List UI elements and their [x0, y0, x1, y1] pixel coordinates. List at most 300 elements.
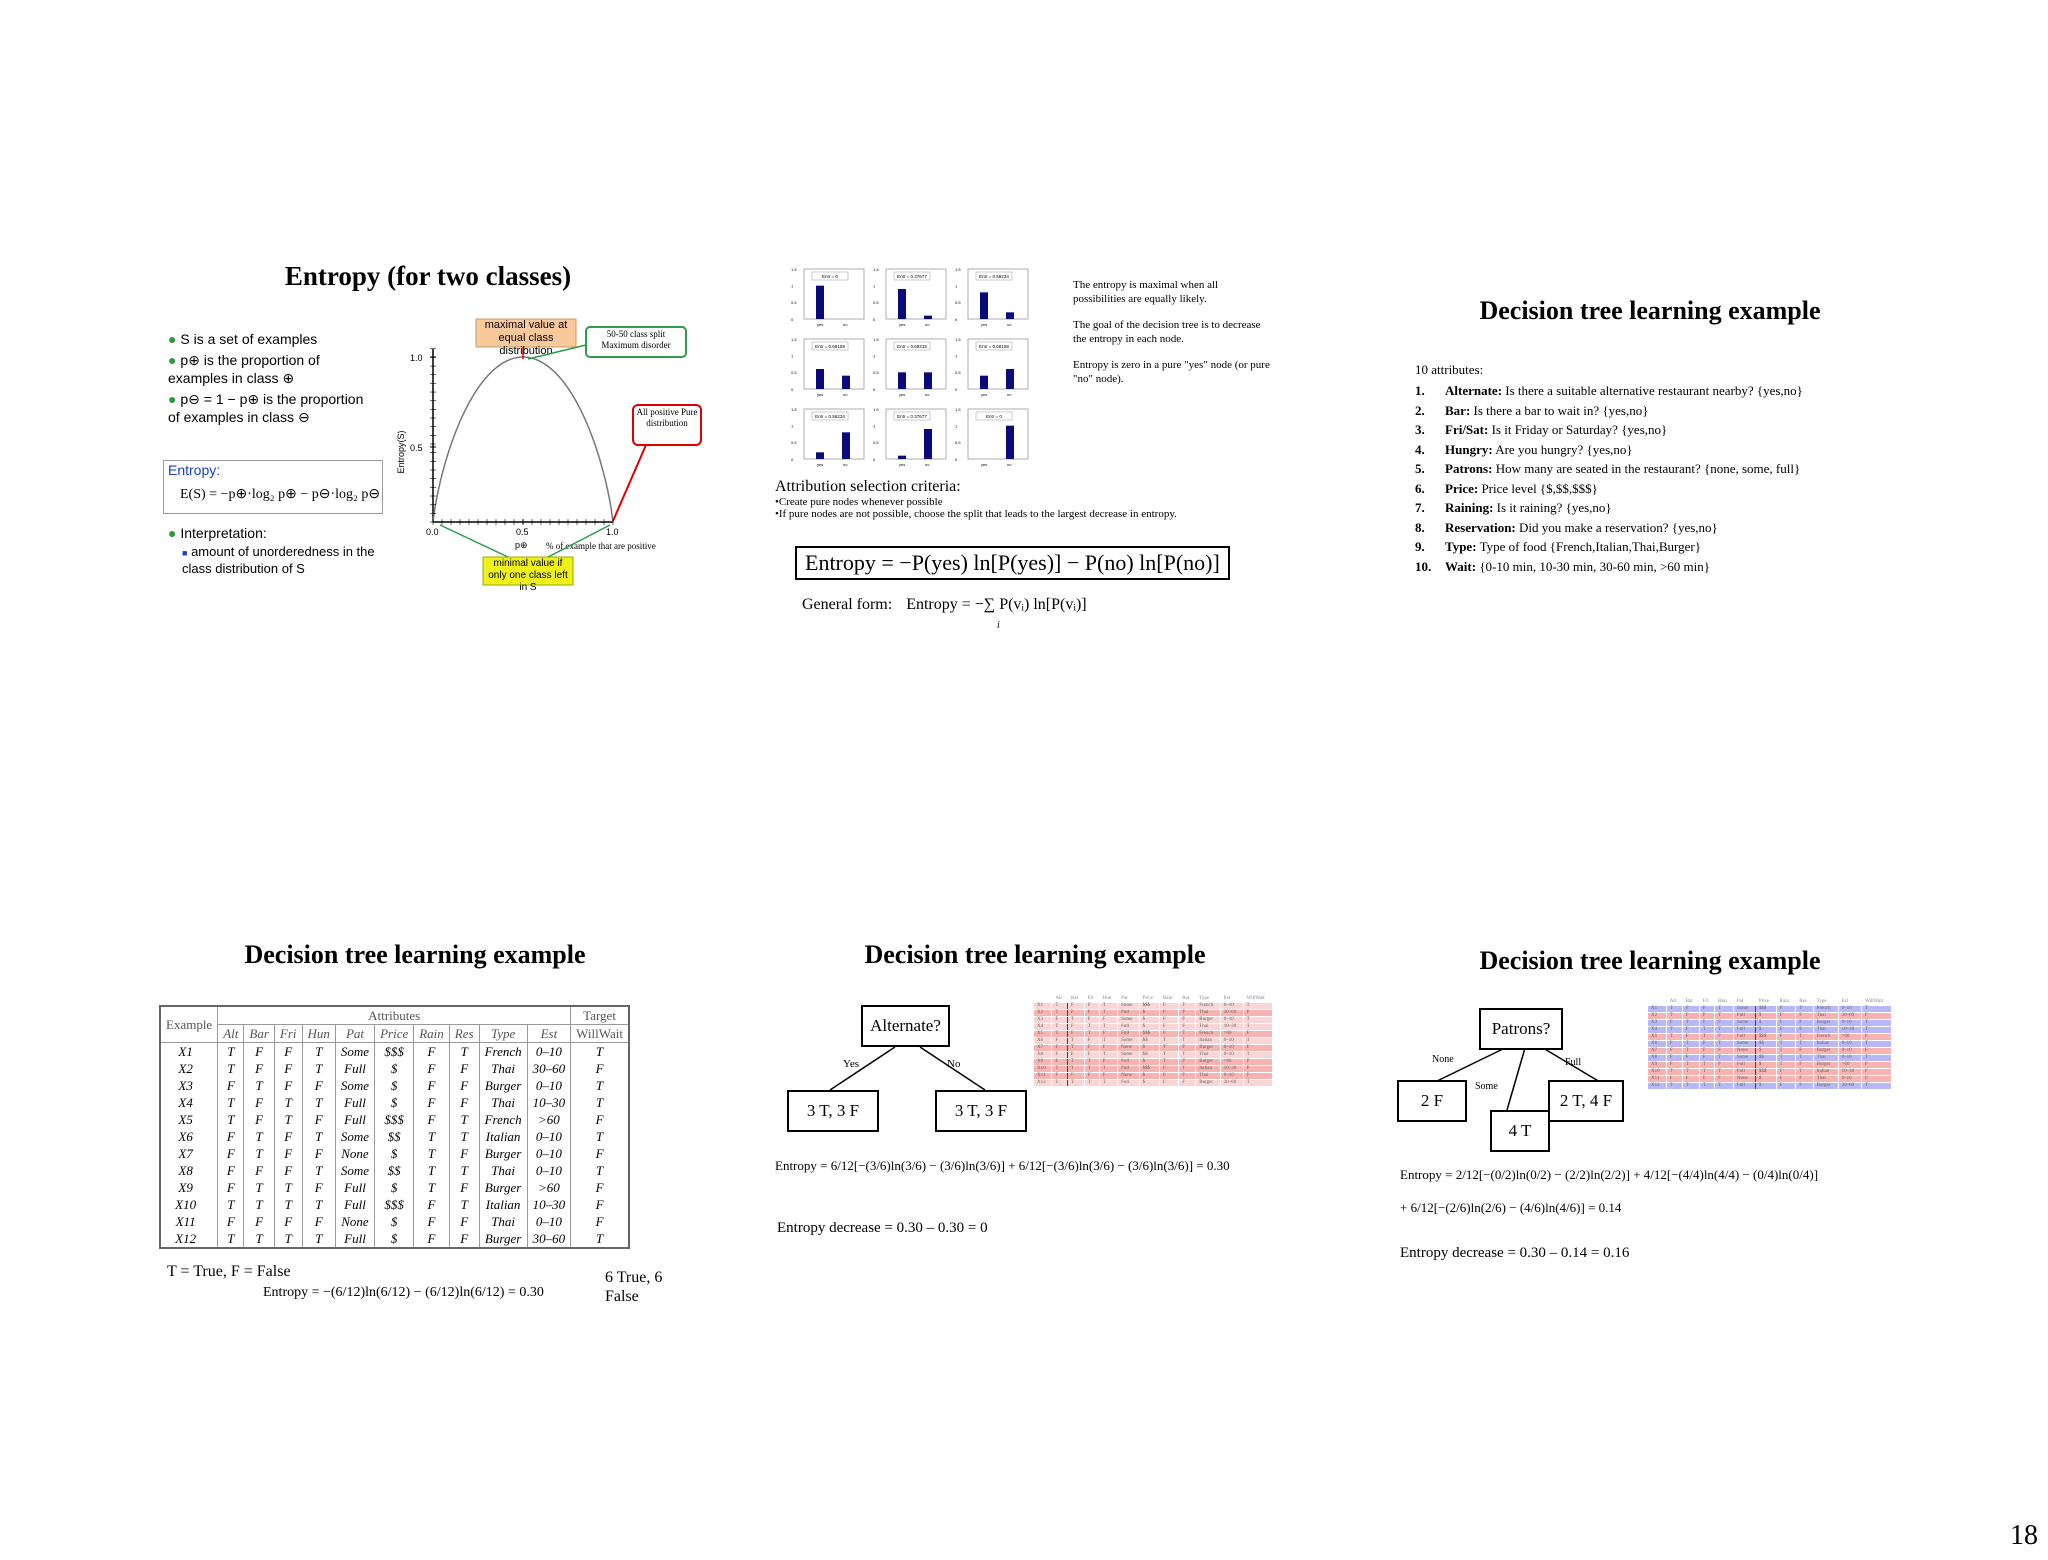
- table-cell: T: [571, 1162, 629, 1179]
- thumbnail-cell: F: [1052, 1045, 1068, 1052]
- thumbnail-cell: >60: [1838, 1034, 1861, 1041]
- thumbnail-header-cell: Hun: [1099, 996, 1117, 1003]
- thumbnail-cell: T: [1666, 1069, 1682, 1076]
- thumbnail-cell: F: [1715, 1020, 1734, 1027]
- thumbnail-cell: T: [1715, 1055, 1734, 1062]
- thumbnail-row: [1034, 1031, 1273, 1038]
- thumbnail-cell: Some: [1733, 1055, 1755, 1062]
- interp-label: Interpretation:: [180, 525, 267, 541]
- mini-chart-title: Entr = 0.37677: [897, 274, 927, 279]
- note-text: The goal of the decision tree is to decrease the entropy in each node.: [1073, 319, 1261, 345]
- thumbnail-cell: X1: [1034, 1003, 1052, 1010]
- table-cell: F: [414, 1213, 450, 1230]
- column-header: Bar: [244, 1025, 275, 1043]
- entropy-equation-cont: + 6/12[−(2/6)ln(2/6) − (4/6)ln(4/6)] = 0.14: [1400, 1200, 1622, 1215]
- bar-no: [1006, 312, 1014, 319]
- thumbnail-cell: $$: [1139, 1038, 1159, 1045]
- table-cell: T: [414, 1162, 450, 1179]
- thumbnail-cell: F: [1666, 1048, 1682, 1055]
- thumbnail-cell: T: [1159, 1059, 1178, 1066]
- attribute-name: Raining:: [1445, 500, 1494, 515]
- thumbnail-cell: Some: [1118, 1003, 1140, 1010]
- thumbnail-header-cell: Fri: [1084, 996, 1099, 1003]
- thumbnail-header-cell: [1034, 996, 1052, 1003]
- thumbnail-cell: Thai: [1196, 1073, 1221, 1080]
- mini-chart-title: Entr = 0.56234: [815, 414, 845, 419]
- table-cell: F: [414, 1077, 450, 1094]
- thumbnail-cell: T: [1666, 1027, 1682, 1034]
- table-cell: Full: [335, 1094, 374, 1111]
- table-cell: F: [449, 1230, 479, 1248]
- thumbnail-cell: Burger: [1196, 1017, 1221, 1024]
- slide-patrons-split: [1395, 940, 1905, 1320]
- thumbnail-cell: F: [1699, 1048, 1714, 1055]
- thumbnail-cell: Full: [1733, 1062, 1755, 1069]
- thumbnail-cell: Italian: [1813, 1069, 1838, 1076]
- table-cell: Full: [335, 1111, 374, 1128]
- attribute-item: [1415, 381, 1895, 401]
- mini-y-tick: 0: [873, 456, 876, 462]
- notes: [1073, 278, 1273, 386]
- mini-x-tick: no: [843, 392, 848, 397]
- mini-y-tick: 1: [791, 353, 794, 359]
- table-cell: F: [244, 1043, 275, 1061]
- thumbnail-cell: F: [1084, 1045, 1099, 1052]
- thumbnail-cell: 0–10: [1220, 1052, 1243, 1059]
- thumbnail-cell: F: [1084, 1003, 1099, 1010]
- callout-min: minimal value if only one class left in S: [488, 558, 568, 593]
- table-body: [160, 1043, 629, 1249]
- table-cell: Some: [335, 1162, 374, 1179]
- thumbnail-header-row: [1034, 996, 1273, 1003]
- column-header: Res: [449, 1025, 479, 1043]
- thumbnail-cell: T: [1243, 1003, 1272, 1010]
- mini-x-tick: yes: [899, 392, 906, 397]
- bar-yes: [816, 286, 824, 319]
- thumbnail-cell: French: [1813, 1006, 1838, 1013]
- thumbnail-cell: T: [1796, 1041, 1813, 1048]
- mini-chart-title: Entr = 0: [986, 414, 1002, 419]
- attribute-name: Reservation:: [1445, 519, 1516, 535]
- mini-x-tick: yes: [817, 462, 824, 467]
- mini-bar-chart: [872, 265, 950, 331]
- thumbnail-cell: >60: [1220, 1031, 1243, 1038]
- slide-entropy-two-classes: [148, 255, 708, 595]
- x-axis-label: % of example that are positive: [546, 541, 656, 551]
- thumbnail-cell: Thai: [1196, 1010, 1221, 1017]
- table-row: [160, 1094, 629, 1111]
- thumbnail-cell: T: [1776, 1055, 1796, 1062]
- thumbnail-cell: F: [1099, 1059, 1117, 1066]
- chart-axes: [430, 349, 613, 525]
- thumbnail-cell: F: [1776, 1013, 1796, 1020]
- edge-yes: [830, 1047, 895, 1090]
- thumbnail-cell: T: [1861, 1083, 1891, 1090]
- mini-y-tick: 0: [955, 386, 958, 392]
- thumbnail-cell: F: [1052, 1017, 1068, 1024]
- mini-x-tick: yes: [981, 322, 988, 327]
- table-cell: F: [244, 1111, 275, 1128]
- row-label: X10: [160, 1196, 218, 1213]
- page-number: 18: [2010, 1520, 2038, 1551]
- thumbnail-cell: Thai: [1196, 1052, 1221, 1059]
- thumbnail-cell: T: [1052, 1080, 1068, 1087]
- table-cell: $$$: [375, 1043, 414, 1061]
- thumbnail-cell: Thai: [1813, 1013, 1838, 1020]
- bar-yes: [898, 456, 906, 459]
- thumbnail-cell: $$$: [1139, 1066, 1159, 1073]
- table-cell: T: [274, 1111, 302, 1128]
- thumbnail-header-cell: Type: [1196, 996, 1221, 1003]
- thumbnail-cell: $$: [1755, 1055, 1776, 1062]
- thumbnail-cell: $: [1755, 1020, 1776, 1027]
- mini-y-tick: 1: [873, 353, 876, 359]
- thumbnail-cell: T: [1699, 1027, 1714, 1034]
- edge-label-no: No: [947, 1058, 961, 1070]
- mini-x-tick: no: [1007, 322, 1012, 327]
- mini-y-tick: 1.5: [955, 337, 961, 342]
- mini-y-tick: 0.5: [791, 440, 797, 446]
- table-cell: $$: [375, 1128, 414, 1145]
- table-row: [160, 1213, 629, 1230]
- thumbnail-cell: F: [1699, 1020, 1714, 1027]
- thumbnail-cell: 0–10: [1838, 1020, 1861, 1027]
- bar-yes: [980, 292, 988, 319]
- table-cell: Some: [335, 1043, 374, 1061]
- attribute-desc: Is it raining? {yes,no}: [1496, 500, 1612, 515]
- table-cell: >60: [527, 1111, 571, 1128]
- general-formula: Entropy = −∑ P(vᵢ) ln[P(vᵢ)]: [906, 596, 1087, 613]
- table-cell: T: [449, 1196, 479, 1213]
- table-cell: 10–30: [527, 1196, 571, 1213]
- thumbnail-cell: T: [1179, 1003, 1196, 1010]
- table-cell: T: [414, 1145, 450, 1162]
- thumbnail-cell: F: [1682, 1055, 1699, 1062]
- thumbnail-cell: T: [1682, 1020, 1699, 1027]
- thumbnail-cell: F: [1776, 1069, 1796, 1076]
- thumbnail-cell: F: [1243, 1066, 1272, 1073]
- thumbnail-cell: X3: [1648, 1020, 1667, 1027]
- mini-x-tick: no: [1007, 392, 1012, 397]
- table-cell: 0–10: [527, 1128, 571, 1145]
- slide-title: Decision tree learning example: [864, 940, 1206, 969]
- thumbnail-cell: X5: [1034, 1031, 1052, 1038]
- thumbnail-cell: French: [1196, 1003, 1221, 1010]
- mini-y-tick: 0: [955, 456, 958, 462]
- thumbnail-cell: F: [1159, 1073, 1178, 1080]
- thumbnail-cell: F: [1159, 1024, 1178, 1031]
- attribute-desc: Is there a suitable alternative restaurant nearby? {yes,no}: [1505, 383, 1803, 398]
- mini-y-tick: 1: [955, 423, 958, 429]
- attribute-item: [1415, 420, 1895, 440]
- attribute-item: [1415, 518, 1895, 538]
- thumbnail-cell: T: [1861, 1020, 1891, 1027]
- table-cell: F: [274, 1213, 302, 1230]
- column-header-row: [160, 1025, 629, 1043]
- attribute-desc: Is it Friday or Saturday? {yes,no}: [1491, 422, 1668, 437]
- thumbnail-cell: Full: [1733, 1034, 1755, 1041]
- attribute-item: [1415, 440, 1895, 460]
- thumbnail-cell: T: [1099, 1038, 1117, 1045]
- mini-y-tick: 0: [791, 316, 794, 322]
- thumbnail-cell: F: [1068, 1031, 1085, 1038]
- table-cell: F: [274, 1043, 302, 1061]
- table-cell: T: [218, 1043, 244, 1061]
- table-cell: 30–60: [527, 1060, 571, 1077]
- thumbnail-cell: X7: [1648, 1048, 1667, 1055]
- attribute-desc: Type of food {French,Italian,Thai,Burger}: [1479, 539, 1701, 554]
- mini-bar-chart: [954, 335, 1032, 401]
- thumbnail-cell: None: [1118, 1045, 1140, 1052]
- table-cell: T: [244, 1128, 275, 1145]
- thumbnail-table: [1647, 998, 1892, 1090]
- table-cell: 0–10: [527, 1213, 571, 1230]
- thumbnail-cell: T: [1682, 1041, 1699, 1048]
- table-cell: T: [449, 1111, 479, 1128]
- criteria-title: Attribution selection criteria:: [775, 478, 961, 495]
- thumbnail-cell: F: [1099, 1031, 1117, 1038]
- thumbnail-cell: F: [1666, 1076, 1682, 1083]
- thumbnail-cell: $: [1139, 1080, 1159, 1087]
- thumbnail-cell: Burger: [1196, 1059, 1221, 1066]
- thumbnail-cell: T: [1243, 1024, 1272, 1031]
- leaf-some: 4 T: [1490, 1110, 1550, 1152]
- table-cell: >60: [527, 1179, 571, 1196]
- thumbnail-cell: F: [1699, 1055, 1714, 1062]
- column-header: Hun: [302, 1025, 335, 1043]
- entropy-equation: Entropy = −(6/12)ln(6/12) − (6/12)ln(6/12) = 0.30: [263, 1285, 544, 1300]
- thumbnail-cell: T: [1666, 1083, 1682, 1090]
- thumbnail-cell: T: [1715, 1069, 1734, 1076]
- mini-y-tick: 1.5: [873, 337, 879, 342]
- thumbnail-cell: T: [1243, 1080, 1272, 1087]
- thumbnail-cell: $: [1139, 1017, 1159, 1024]
- thumbnail-cell: F: [1715, 1034, 1734, 1041]
- mini-x-tick: yes: [981, 392, 988, 397]
- thumbnail-cell: T: [1179, 1031, 1196, 1038]
- x-tick-label: 0.5: [516, 527, 529, 537]
- thumbnail-cell: T: [1084, 1024, 1099, 1031]
- thumbnail-cell: T: [1099, 1024, 1117, 1031]
- table-cell: F: [274, 1128, 302, 1145]
- thumbnail-cell: F: [1682, 1006, 1699, 1013]
- row-label: X3: [160, 1077, 218, 1094]
- thumbnail-cell: F: [1666, 1062, 1682, 1069]
- mini-y-tick: 1: [955, 283, 958, 289]
- thumbnail-header-cell: Bar: [1068, 996, 1085, 1003]
- bullet-text: p⊕ is the proportion of examples in class ⊕: [168, 352, 320, 386]
- table-cell: T: [571, 1128, 629, 1145]
- thumbnail-row: [1648, 1013, 1892, 1020]
- mini-x-tick: yes: [817, 322, 824, 327]
- table-cell: $: [375, 1179, 414, 1196]
- thumbnail-cell: F: [1068, 1024, 1085, 1031]
- thumbnail-cell: X1: [1648, 1006, 1667, 1013]
- mini-y-tick: 0: [791, 386, 794, 392]
- attribute-name: Fri/Sat:: [1445, 422, 1489, 437]
- attribute-num: 3.: [1415, 422, 1425, 437]
- thumbnail-cell: T: [1796, 1006, 1813, 1013]
- thumbnail-header-cell: Type: [1813, 999, 1838, 1006]
- table-cell: T: [302, 1230, 335, 1248]
- table-cell: F: [571, 1213, 629, 1230]
- mini-x-tick: yes: [899, 462, 906, 467]
- table-row: [160, 1162, 629, 1179]
- thumbnail-cell: French: [1813, 1034, 1838, 1041]
- thumbnail-cell: T: [1084, 1031, 1099, 1038]
- note-text: Entropy is zero in a pure "yes" node (or pure "no" node).: [1073, 359, 1270, 385]
- table-cell: Some: [335, 1077, 374, 1094]
- mini-y-tick: 1: [791, 423, 794, 429]
- thumbnail-cell: Burger: [1813, 1062, 1838, 1069]
- table-row: [160, 1128, 629, 1145]
- thumbnail-cell: Thai: [1813, 1076, 1838, 1083]
- mini-chart-title: Entr = 0.56234: [979, 274, 1009, 279]
- mini-y-tick: 0.5: [791, 370, 797, 376]
- mini-y-tick: 0: [873, 386, 876, 392]
- table-row: [160, 1230, 629, 1248]
- thumbnail-cell: F: [1179, 1073, 1196, 1080]
- entropy-equation: Entropy = 6/12[−(3/6)ln(3/6) − (3/6)ln(3/6)] + 6/12[−(3/6)ln(3/6) − (3/6)ln(3/6)] = 0.30: [775, 1158, 1230, 1173]
- thumbnail-cell: F: [1776, 1034, 1796, 1041]
- table-cell: T: [302, 1094, 335, 1111]
- thumbnail-cell: F: [1159, 1080, 1178, 1087]
- thumbnail-row: [1648, 1062, 1892, 1069]
- bar-no: [924, 316, 932, 319]
- mini-bar-chart: [872, 405, 950, 471]
- thumbnail-cell: T: [1052, 1066, 1068, 1073]
- thumbnail-cell: T: [1715, 1013, 1734, 1020]
- interpretation: ● Interpretation: ■ amount of unorderedness in the class distribution of S: [168, 525, 375, 576]
- table-cell: Burger: [479, 1145, 527, 1162]
- table-cell: T: [244, 1145, 275, 1162]
- entropy-curve-chart: [388, 317, 708, 592]
- leaf-no: 3 T, 3 F: [935, 1090, 1027, 1132]
- thumbnail-header-cell: Bar: [1682, 999, 1699, 1006]
- table-cell: F: [449, 1077, 479, 1094]
- thumbnail-cell: F: [1068, 1052, 1085, 1059]
- thumbnail-cell: F: [1084, 1052, 1099, 1059]
- thumbnail-cell: X8: [1034, 1052, 1052, 1059]
- thumbnail-cell: F: [1861, 1069, 1891, 1076]
- table-cell: Thai: [479, 1213, 527, 1230]
- row-label: X4: [160, 1094, 218, 1111]
- thumbnail-row: [1034, 1010, 1273, 1017]
- entropy-equation: Entropy = 2/12[−(0/2)ln(0/2) − (2/2)ln(2/2)] + 4/12[−(4/4)ln(4/4) − (0/4)ln(0/4)]: [1400, 1167, 1819, 1182]
- table-cell: T: [302, 1196, 335, 1213]
- bullet-item: ● p⊖ = 1 − p⊕ is the proportion of examples in class ⊖: [168, 391, 364, 425]
- bullet-text: p⊖ = 1 − p⊕ is the proportion of examples in class ⊖: [168, 391, 364, 425]
- thumbnail-row: [1648, 1041, 1892, 1048]
- thumbnail-cell: T: [1068, 1045, 1085, 1052]
- slide-title: Decision tree learning example: [244, 940, 586, 969]
- thumbnail-cell: $$$: [1755, 1034, 1776, 1041]
- thumbnail-cell: T: [1179, 1052, 1196, 1059]
- thumbnail-cell: 0–10: [1838, 1076, 1861, 1083]
- thumbnail-cell: T: [1243, 1017, 1272, 1024]
- table-cell: $: [375, 1213, 414, 1230]
- thumbnail-cell: F: [1179, 1045, 1196, 1052]
- table-cell: Thai: [479, 1094, 527, 1111]
- thumbnail-row: [1034, 1003, 1273, 1010]
- table-cell: Italian: [479, 1196, 527, 1213]
- thumbnail-cell: T: [1715, 1041, 1734, 1048]
- thumbnail-cell: T: [1699, 1034, 1714, 1041]
- thumbnail-cell: Burger: [1813, 1048, 1838, 1055]
- table-cell: F: [414, 1111, 450, 1128]
- thumbnail-cell: French: [1196, 1031, 1221, 1038]
- mini-y-tick: 1: [955, 353, 958, 359]
- example-header: Example: [160, 1006, 218, 1043]
- thumbnail-cell: $$$: [1139, 1031, 1159, 1038]
- thumbnail-cell: T: [1861, 1055, 1891, 1062]
- attribute-item: [1415, 498, 1895, 518]
- thumbnail-cell: 0–10: [1220, 1003, 1243, 1010]
- attribute-num: 10.: [1415, 558, 1432, 574]
- thumbnail-cell: T: [1796, 1055, 1813, 1062]
- thumbnail-cell: Full: [1118, 1010, 1140, 1017]
- thumbnail-cell: $$$: [1755, 1006, 1776, 1013]
- table-cell: Full: [335, 1060, 374, 1077]
- row-label: X12: [160, 1230, 218, 1248]
- p-axis-label: p⊕: [515, 540, 528, 550]
- thumbnail-cell: T: [1159, 1045, 1178, 1052]
- thumbnail-cell: 10–30: [1838, 1027, 1861, 1034]
- thumbnail-row: [1648, 1076, 1892, 1083]
- leaf-full: 2 T, 4 F: [1548, 1080, 1624, 1122]
- thumbnail-cell: T: [1861, 1041, 1891, 1048]
- thumbnail-cell: X11: [1648, 1076, 1667, 1083]
- callout-pure: All positive Pure distribution: [636, 407, 698, 428]
- table-cell: Burger: [479, 1230, 527, 1248]
- thumbnail-cell: 30–60: [1220, 1080, 1243, 1087]
- criteria-item: •If pure nodes are not possible, choose the split that leads to the largest decrease in entropy.: [775, 508, 1177, 520]
- table-cell: 0–10: [527, 1043, 571, 1061]
- row-label: X6: [160, 1128, 218, 1145]
- thumbnail-row: [1034, 1038, 1273, 1045]
- thumbnail-row: [1648, 1027, 1892, 1034]
- thumbnail-cell: X12: [1648, 1083, 1667, 1090]
- general-form: [802, 596, 1087, 614]
- thumbnail-cell: >60: [1220, 1059, 1243, 1066]
- thumbnail-row: [1034, 1024, 1273, 1031]
- thumbnail-cell: 0–10: [1220, 1038, 1243, 1045]
- callout-pure-arrow: [613, 445, 646, 521]
- thumbnail-cell: X12: [1034, 1080, 1052, 1087]
- thumbnail-cell: Full: [1118, 1080, 1140, 1087]
- criteria-item: •Create pure nodes whenever possible: [775, 496, 943, 508]
- thumbnail-cell: Burger: [1196, 1080, 1221, 1087]
- thumbnail-cell: Full: [1118, 1066, 1140, 1073]
- mini-chart-title: Entr = 0: [822, 274, 838, 279]
- mini-y-tick: 0.5: [955, 370, 961, 376]
- table-cell: F: [414, 1094, 450, 1111]
- thumbnail-cell: None: [1733, 1048, 1755, 1055]
- thumbnail-table: [1033, 995, 1273, 1087]
- table-cell: F: [218, 1213, 244, 1230]
- edge-label-yes: Yes: [843, 1058, 860, 1070]
- thumbnail-cell: X6: [1034, 1038, 1052, 1045]
- thumbnail-cell: X8: [1648, 1055, 1667, 1062]
- attribute-item: [1415, 401, 1895, 421]
- table-cell: F: [414, 1230, 450, 1248]
- mini-x-tick: no: [925, 322, 930, 327]
- leaf-none: 2 F: [1397, 1080, 1467, 1122]
- mini-bar-chart: [790, 265, 868, 331]
- thumbnail-cell: None: [1733, 1076, 1755, 1083]
- thumbnail-cell: F: [1243, 1031, 1272, 1038]
- thumbnail-cell: F: [1682, 1076, 1699, 1083]
